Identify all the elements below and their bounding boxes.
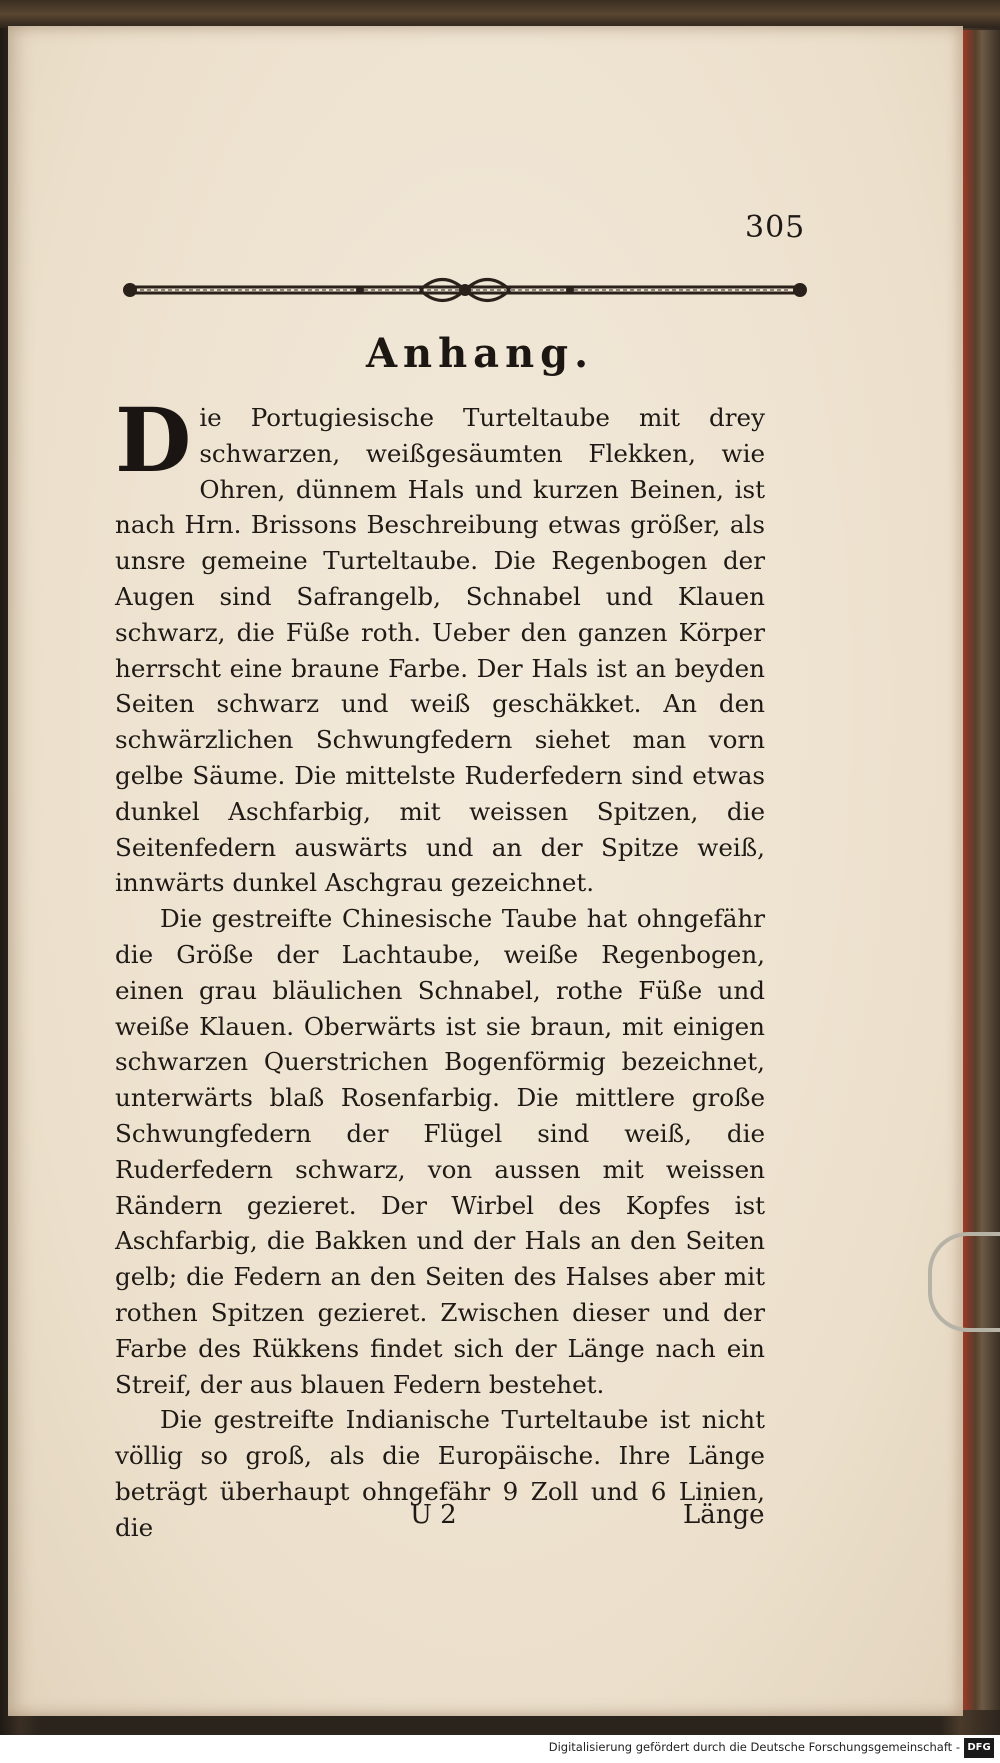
dfg-logo: DFG <box>964 1738 994 1758</box>
book-top-edge <box>0 0 1000 28</box>
footer-bar <box>0 1735 1000 1763</box>
signature-mark: U 2 <box>410 1500 457 1530</box>
body-text <box>115 388 765 1546</box>
catchword: Länge <box>683 1500 765 1530</box>
paragraph-2: Die gestreifte Chinesische Taube hat ohngefähr die Größe der Lachtaube, weiße Regenbogen, einen grau bläulichen Schnabel, rothe Füße und weiße Klauen. Oberwärts ist sie braun, mit einigen schwarzen Querstrichen Bogenförmig bezeichnet, unterwärts blaß Rosenfarbig. Die mittlere große Schwungfedern der Flügel sind weiß, die Ruderfedern schwarz, von aussen mit weissen Rändern gezieret. Der Wirbel des Kopfes ist Aschfarbig, die Bakken und der Hals an den Seiten gelb; die Federn an den Seiten des Halses aber mit rothen Spitzen gezieret. Zwischen dieser und der Farbe des Rükkens findet sich der Länge nach ein Streif, der aus blauen Federn bestehet. <box>115 904 765 1399</box>
funding-notice: Digitalisierung gefördert durch die Deutsche Forschungsgemeinschaft - <box>548 1740 960 1754</box>
page-number: 305 <box>745 210 806 245</box>
drop-cap: D <box>115 388 192 492</box>
paragraph-1-text: ie Portugiesische Turteltaube mit drey schwarzen, weißgesäumten Flekken, wie Ohren, dünnem Hals und kurzen Beinen, ist nach Hrn. Brissons Beschreibung etwas größer, als unsre gemeine Turteltaube. Die Regenbogen der Augen sind Safrangelb, Schnabel und Klauen schwarz, die Füße roth. Ueber den ganzen Körper herrscht eine braune Farbe. Der Hals ist an beyden Seiten schwarz und weiß geschäkket. An den schwärzlichen Schwungfedern siehet man vorn gelbe Säume. Die mittelste Ruderfedern sind etwas dunkel Aschfarbig, mit weissen Spitzen, die Seitenfedern auswärts und an der Spitze weiß, innwärts dunkel Aschgrau gezeichnet. <box>115 403 765 898</box>
section-heading: Anhang. <box>365 330 595 377</box>
paragraph-3: Die gestreifte Indianische Turteltaube ist nicht völlig so groß, als die Europäische. Ihre Länge beträgt überhaupt ohngefähr 9 Zoll und 6 Linien, die <box>115 1405 765 1542</box>
ornament-rule <box>120 272 810 308</box>
paragraph-1 <box>115 388 765 901</box>
page-clip <box>928 1232 1000 1332</box>
